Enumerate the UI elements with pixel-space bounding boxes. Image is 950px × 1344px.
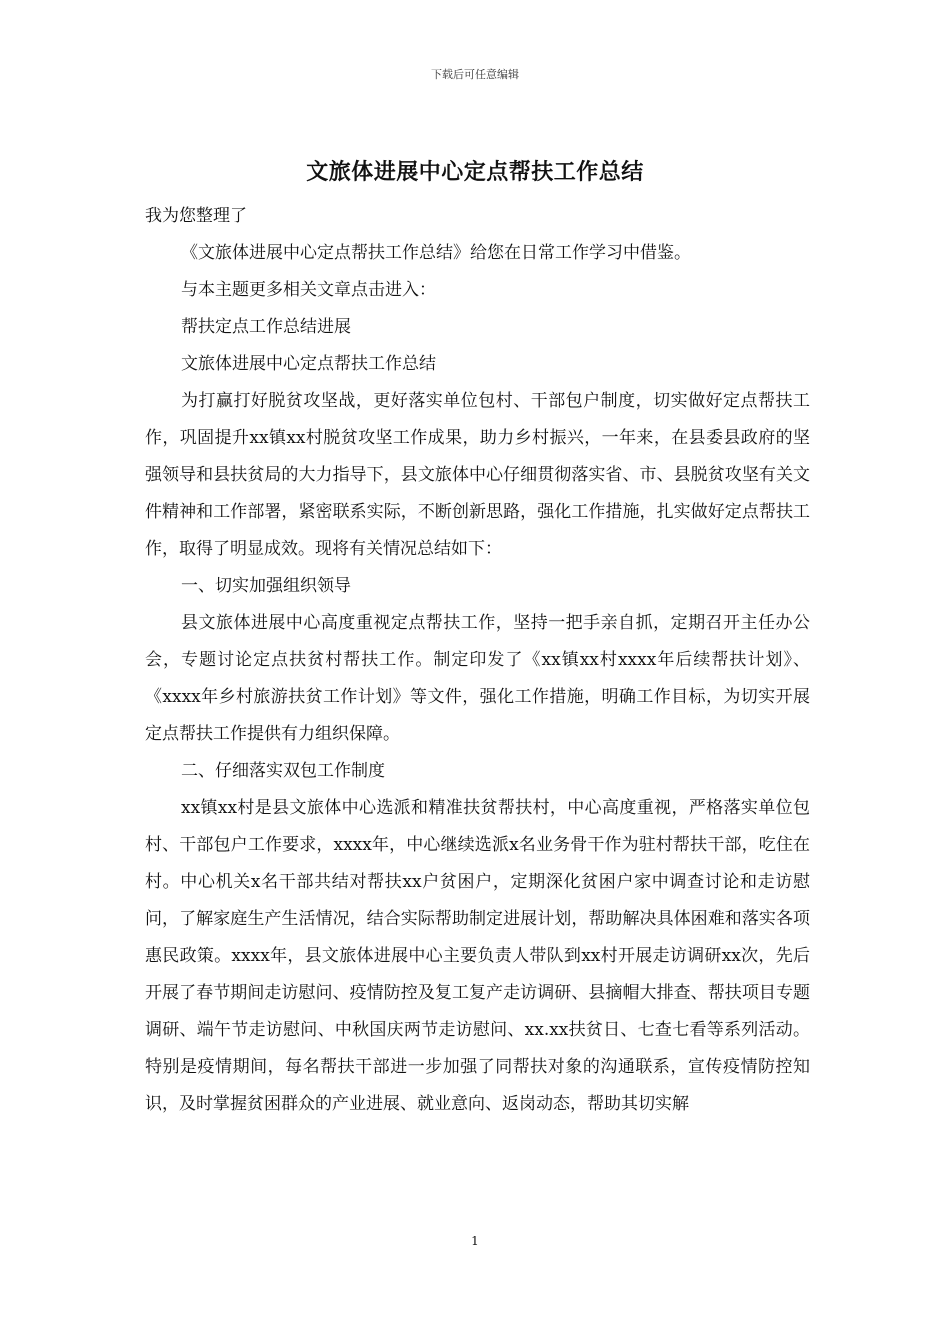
- opening-paragraph: 为打赢打好脱贫攻坚战，更好落实单位包村、干部包户制度，切实做好定点帮扶工作，巩固提升xx镇xx村脱贫攻坚工作成果，助力乡村振兴，一年来，在县委县政府的坚强领导和县扶贫局的大力指导下，县文旅体中心仔细贯彻落实省、市、县脱贫攻坚有关文件精神和工作部署，紧密联系实际，不断创新思路，强化工作措施，扎实做好定点帮扶工作，取得了明显成效。现将有关情况总结如下：: [145, 391, 810, 559]
- intro-reference: 《文旅体进展中心定点帮扶工作总结》给您在日常工作学习中借鉴。: [181, 243, 691, 263]
- header-note: 下载后可任意编辑: [431, 68, 519, 81]
- section-paragraph: xx镇xx村是县文旅体中心选派和精准扶贫帮扶村，中心高度重视，严格落实单位包村、干部包户工作要求，xxxx年，中心继续选派x名业务骨干作为驻村帮扶干部，吃住在村。中心机关x名干部共结对帮扶xx户贫困户，定期深化贫困户家中调查讨论和走访慰问，了解家庭生产生活情况，结合实际帮助制定进展计划，帮助解决具体困难和落实各项惠民政策。xxxx年，县文旅体进展中心主要负责人带队到xx村开展走访调研xx次，先后开展了春节期间走访慰问、疫情防控及复工复产走访调研、县摘帽大排查、帮扶项目专题调研、端午节走访慰问、中秋国庆两节走访慰问、xx.xx扶贫日、七查七看等系列活动。特别是疫情期间，每名帮扶干部进一步加强了同帮扶对象的沟通联系，宣传疫情防控知识，及时掌握贫困群众的产业进展、就业意向、返岗动态，帮助其切实解: [145, 798, 810, 1114]
- section-paragraph: 县文旅体进展中心高度重视定点帮扶工作，坚持一把手亲自抓，定期召开主任办公会，专题讨论定点扶贫村帮扶工作。制定印发了《xx镇xx村xxxx年后续帮扶计划》、《xxxx年乡村旅游扶贫工作计划》等文件，强化工作措施，明确工作目标，为切实开展定点帮扶工作提供有力组织保障。: [145, 613, 810, 744]
- intro-line: 我为您整理了: [145, 206, 247, 226]
- section-heading: 二、仔细落实双包工作制度: [181, 761, 385, 781]
- page-number: 1: [471, 1234, 479, 1248]
- related-link[interactable]: 帮扶定点工作总结进展: [181, 317, 351, 337]
- document-title: 文旅体进展中心定点帮扶工作总结: [306, 159, 644, 185]
- related-link[interactable]: 文旅体进展中心定点帮扶工作总结: [181, 354, 436, 374]
- related-prompt: 与本主题更多相关文章点击进入：: [181, 280, 436, 300]
- document-body: [145, 198, 810, 1123]
- section-heading: 一、切实加强组织领导: [181, 576, 351, 596]
